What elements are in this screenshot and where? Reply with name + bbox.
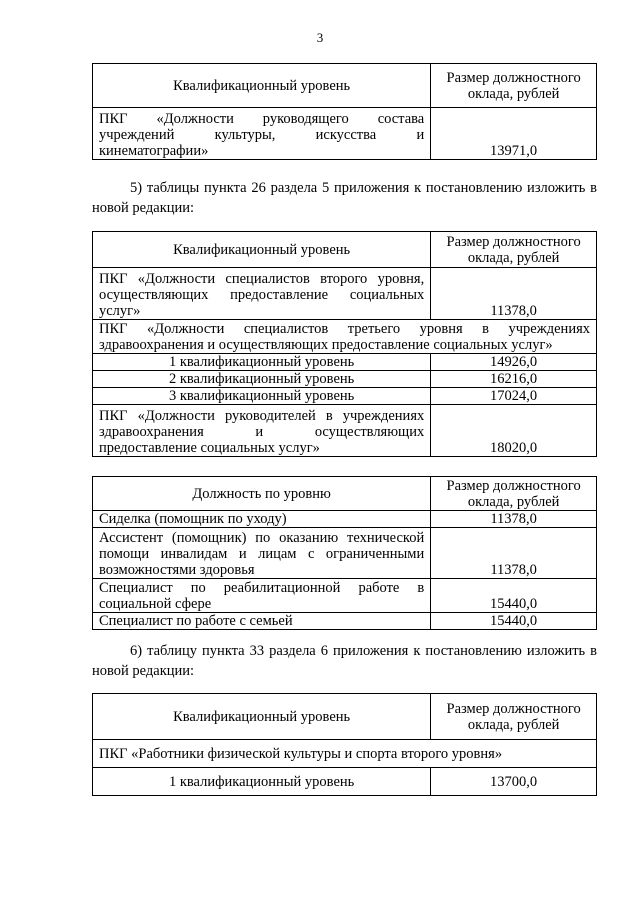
paragraph-item-6: 6) таблицу пункта 33 раздела 6 приложения к постановлению изложить в новой редакции: — [92, 643, 597, 679]
header-salary: Размер должностного оклада, рублей — [431, 477, 597, 511]
header-salary: Размер должностного оклада, рублей — [431, 64, 597, 108]
row-value: 11378,0 — [431, 511, 597, 528]
table-row — [93, 108, 597, 160]
table-row — [93, 768, 597, 796]
table-row — [93, 371, 597, 388]
row-label: Сиделка (помощник по уходу) — [93, 511, 431, 528]
table-row — [93, 388, 597, 405]
table-row — [93, 613, 597, 630]
row-value: 16216,0 — [431, 371, 597, 388]
table-header-row — [93, 232, 597, 268]
row-label: Специалист по работе с семьей — [93, 613, 431, 630]
row-label: Ассистент (помощник) по оказанию технической помощи инвалидам и лицам с ограниченными возможностями здоровья — [93, 528, 431, 579]
table-positions — [92, 476, 597, 630]
header-level: Квалификационный уровень — [93, 694, 431, 740]
row-value: 11378,0 — [431, 528, 597, 579]
row-group-label: ПКГ «Работники физической культуры и спорта второго уровня» — [93, 740, 597, 768]
page-number: 3 — [316, 30, 324, 45]
row-value: 17024,0 — [431, 388, 597, 405]
table-row — [93, 528, 597, 579]
row-value: 18020,0 — [431, 405, 597, 457]
table-social-services — [92, 231, 597, 457]
row-value: 13700,0 — [431, 768, 597, 796]
row-label: ПКГ «Должности специалистов второго уровня, осуществляющих предоставление социальных услуг» — [93, 268, 431, 320]
table-header-row — [93, 64, 597, 108]
row-value: 13971,0 — [431, 108, 597, 160]
row-group-label: ПКГ «Должности специалистов третьего уровня в учреждениях здравоохранения и осуществляющих предоставление социальных услуг» — [93, 320, 597, 354]
row-label: 2 квалификационный уровень — [93, 371, 431, 388]
header-level: Квалификационный уровень — [93, 232, 431, 268]
header-salary: Размер должностного оклада, рублей — [431, 232, 597, 268]
header-position: Должность по уровню — [93, 477, 431, 511]
row-value: 11378,0 — [431, 268, 597, 320]
table-header-row — [93, 477, 597, 511]
table-sports — [92, 693, 597, 796]
table-row-group-header — [93, 320, 597, 354]
table-culture-management — [92, 63, 597, 160]
table-row — [93, 405, 597, 457]
row-label: 1 квалификационный уровень — [93, 354, 431, 371]
table-row-group-header — [93, 740, 597, 768]
header-level: Квалификационный уровень — [93, 64, 431, 108]
table-row — [93, 511, 597, 528]
row-label: 3 квалификационный уровень — [93, 388, 431, 405]
row-label: ПКГ «Должности руководящего состава учреждений культуры, искусства и кинематографии» — [93, 108, 431, 160]
table-header-row — [93, 694, 597, 740]
paragraph-item-5: 5) таблицы пункта 26 раздела 5 приложения к постановлению изложить в новой редакции: — [92, 180, 597, 216]
row-value: 14926,0 — [431, 354, 597, 371]
row-label: 1 квалификационный уровень — [93, 768, 431, 796]
table-row — [93, 579, 597, 613]
row-value: 15440,0 — [431, 613, 597, 630]
row-label: ПКГ «Должности руководителей в учреждениях здравоохранения и осуществляющих предоставление социальных услуг» — [93, 405, 431, 457]
row-value: 15440,0 — [431, 579, 597, 613]
header-salary: Размер должностного оклада, рублей — [431, 694, 597, 740]
table-row — [93, 354, 597, 371]
row-label: Специалист по реабилитационной работе в социальной сфере — [93, 579, 431, 613]
table-row — [93, 268, 597, 320]
